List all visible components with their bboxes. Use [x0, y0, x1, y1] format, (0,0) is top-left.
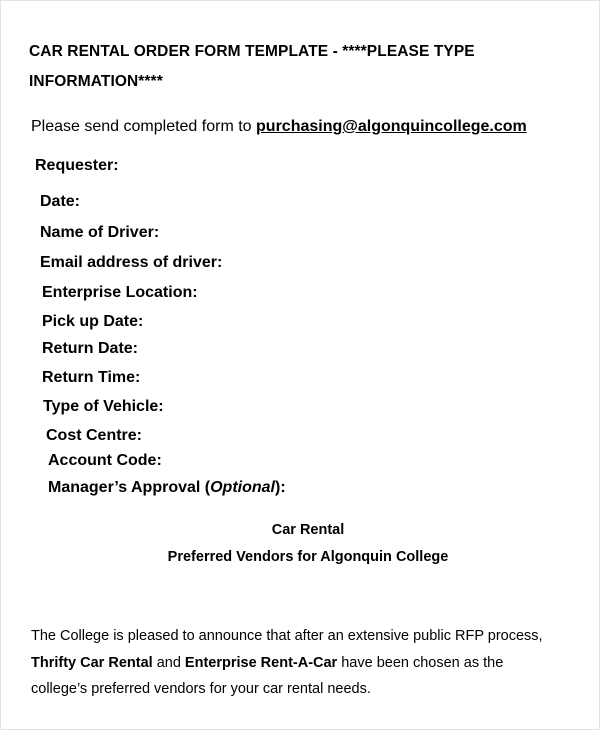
section-heading: Car Rental: [271, 522, 345, 538]
form-title: [29, 37, 569, 97]
vehicle-type-label: Type of Vehicle:: [43, 398, 164, 415]
optional-note: Optional: [210, 479, 275, 496]
section-subheading: Preferred Vendors for Algonquin College: [167, 549, 449, 565]
vendor-thrifty: Thrifty Car Rental: [31, 655, 153, 671]
requester-label: Requester:: [35, 157, 119, 174]
submission-instructions-text: Please send completed form to: [31, 118, 257, 135]
purchasing-email-link[interactable]: purchasing@algonquincollege.com: [256, 118, 527, 135]
announcement-line-1: The College is pleased to announce that after an extensive public RFP process,: [31, 628, 543, 644]
date-label: Date:: [40, 193, 81, 210]
cost-centre-label: Cost Centre:: [46, 427, 143, 444]
announcement-line-2: [31, 654, 591, 672]
enterprise-location-label: Enterprise Location:: [42, 284, 198, 301]
form-title-line-1: CAR RENTAL ORDER FORM TEMPLATE - ****PLEASE TYPE: [29, 43, 475, 60]
manager-approval-text: Manager’s Approval (: [48, 479, 211, 496]
return-date-label: Return Date:: [42, 340, 139, 357]
driver-email-label: Email address of driver:: [40, 254, 223, 271]
form-title-line-2: INFORMATION****: [29, 73, 163, 90]
announcement-line-2-suffix: have been chosen as the: [337, 655, 504, 671]
driver-name-label: Name of Driver:: [40, 224, 160, 241]
manager-approval-label: [48, 478, 286, 498]
announcement-line-3: college’s preferred vendors for your car rental needs.: [31, 681, 371, 697]
vendor-enterprise: Enterprise Rent-A-Car: [184, 655, 338, 671]
announcement-and: and: [152, 655, 185, 671]
submission-instructions: [31, 117, 527, 137]
pickup-date-label: Pick up Date:: [42, 313, 144, 330]
account-code-label: Account Code:: [48, 452, 162, 469]
manager-approval-colon: ):: [275, 479, 286, 496]
return-time-label: Return Time:: [42, 369, 141, 386]
